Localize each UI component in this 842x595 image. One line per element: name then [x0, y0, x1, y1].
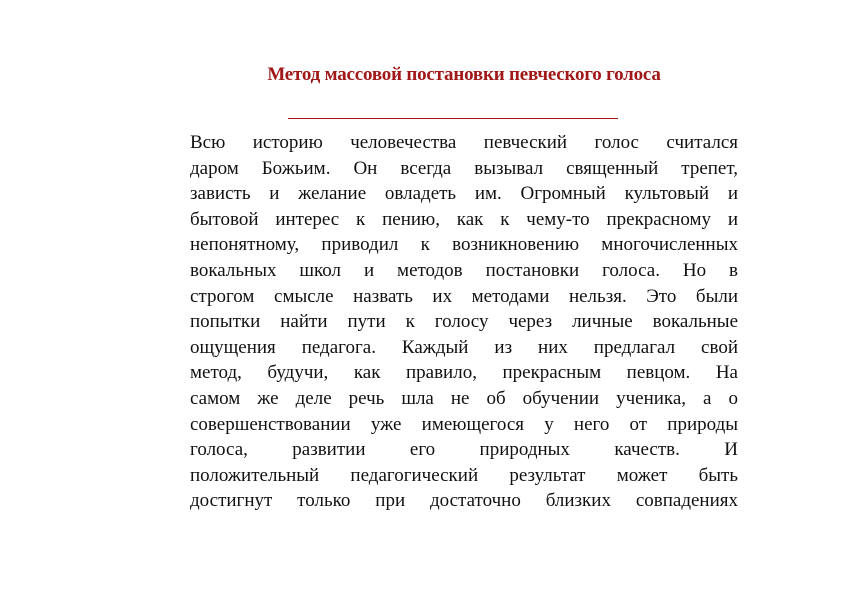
text-line: положительный педагогический результат может быть	[190, 464, 738, 486]
text-line: совершенствовании уже имеющегося у него от природы	[190, 413, 738, 435]
text-line: ощущения педагога. Каждый из них предлагал свой	[190, 336, 738, 358]
text-line: голоса, развитии его природных качеств. И	[190, 439, 738, 461]
text-line: метод, будучи, как правило, прекрасным певцом. На	[190, 362, 738, 384]
text-line: зависть и желание овладеть им. Огромный культовый и	[190, 183, 738, 205]
title-underline	[288, 118, 618, 119]
text-line: строгом смысле назвать их методами нельзя. Это были	[190, 285, 738, 307]
text-line: Всю историю человечества певческий голос считался	[190, 132, 738, 153]
text-line: бытовой интерес к пению, как к чему-то прекрасному и	[190, 208, 738, 230]
text-line: вокальных школ и методов постановки голоса. Но в	[190, 259, 738, 281]
text-line: самом же деле речь шла не об обучении ученика, а о	[190, 387, 738, 409]
text-line: достигнут только при достаточно близких совпадениях	[190, 490, 738, 512]
body-paragraph	[190, 130, 738, 514]
page-title: Метод массовой постановки певческого голоса	[267, 64, 661, 85]
text-line: непонятному, приводил к возникновению многочисленных	[190, 234, 738, 256]
text-line: даром Божьим. Он всегда вызывал священный трепет,	[190, 157, 738, 179]
text-line: попытки найти пути к голосу через личные вокальные	[190, 311, 738, 333]
